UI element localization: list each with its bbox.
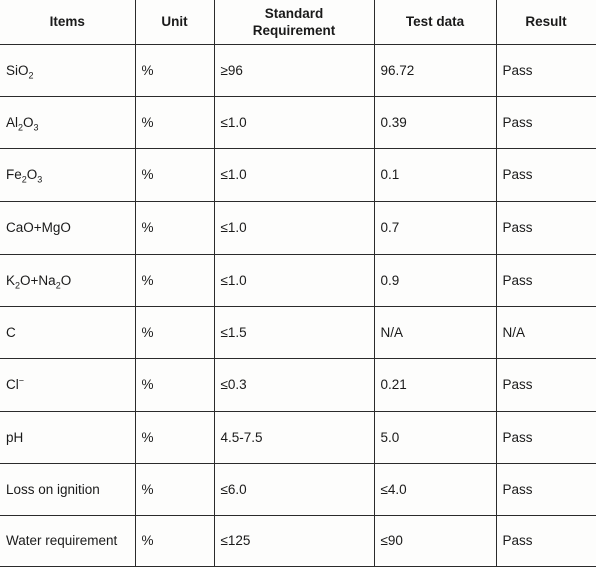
cell-test-data: 0.9 xyxy=(374,254,496,306)
table-row xyxy=(0,44,596,96)
cell-test-data: ≤90 xyxy=(374,515,496,566)
cell-test-data: 0.21 xyxy=(374,358,496,411)
cell-result: Pass xyxy=(496,254,596,306)
cell-unit: % xyxy=(135,358,214,411)
cell-test-data: ≤4.0 xyxy=(374,463,496,515)
cell-standard: ≤1.0 xyxy=(214,254,374,306)
cell-item xyxy=(0,515,135,566)
table-row xyxy=(0,201,596,254)
cell-item xyxy=(0,96,135,148)
header-items: Items xyxy=(0,0,135,44)
cell-test-data: 5.0 xyxy=(374,411,496,463)
cell-item xyxy=(0,411,135,463)
cell-unit: % xyxy=(135,515,214,566)
cell-standard: ≤1.0 xyxy=(214,148,374,201)
cell-result: Pass xyxy=(496,358,596,411)
item-text-part: O xyxy=(23,114,34,130)
item-text-part: K xyxy=(6,272,16,288)
cell-result: Pass xyxy=(496,148,596,201)
cell-unit: % xyxy=(135,463,214,515)
table-row xyxy=(0,411,596,463)
cell-unit: % xyxy=(135,306,214,358)
table-row xyxy=(0,96,596,148)
item-text-part: 3 xyxy=(37,174,43,185)
header-standard-requirement xyxy=(214,0,374,44)
item-text-part: Fe xyxy=(6,167,22,182)
item-text-part: SiO xyxy=(6,62,29,78)
cell-test-data: 96.72 xyxy=(374,44,496,96)
item-text-part: O+Na xyxy=(20,272,56,288)
cell-unit: % xyxy=(135,148,214,201)
cell-unit: % xyxy=(135,201,214,254)
cell-result: Pass xyxy=(496,463,596,515)
cell-result: Pass xyxy=(496,201,596,254)
cell-test-data: 0.7 xyxy=(374,201,496,254)
cell-result: Pass xyxy=(496,96,596,148)
item-text-part: 2 xyxy=(28,70,34,81)
table-row xyxy=(0,515,596,566)
item-text-part: Al xyxy=(6,114,19,130)
cell-test-data: N/A xyxy=(374,306,496,358)
cell-result: Pass xyxy=(496,515,596,566)
cell-item xyxy=(0,358,135,411)
cell-unit: % xyxy=(135,411,214,463)
cell-standard: ≤6.0 xyxy=(214,463,374,515)
header-standard-line2: Requirement xyxy=(252,22,336,38)
cell-item xyxy=(0,306,135,358)
item-text-part: Loss on ignition xyxy=(6,481,100,497)
cell-standard: ≤1.0 xyxy=(214,201,374,254)
item-text-part: 2 xyxy=(18,122,24,133)
cell-item xyxy=(0,44,135,96)
cell-test-data: 0.1 xyxy=(374,148,496,201)
cell-test-data: 0.39 xyxy=(374,96,496,148)
item-text-part: − xyxy=(18,375,25,386)
item-text-part: 2 xyxy=(15,280,21,291)
item-text-part: CaO+MgO xyxy=(6,220,71,235)
item-text-part: 2 xyxy=(21,174,27,185)
item-text-part: O xyxy=(26,167,38,182)
cell-item xyxy=(0,201,135,254)
cell-standard: ≤1.0 xyxy=(214,96,374,148)
cell-item xyxy=(0,463,135,515)
cell-standard: ≥96 xyxy=(214,44,374,96)
cell-result: Pass xyxy=(496,411,596,463)
cell-unit: % xyxy=(135,254,214,306)
header-row xyxy=(0,0,596,44)
header-unit: Unit xyxy=(135,0,214,44)
cell-standard: ≤0.3 xyxy=(214,358,374,411)
item-text-part: Cl xyxy=(6,377,19,392)
cell-standard: ≤125 xyxy=(214,515,374,566)
cell-result: Pass xyxy=(496,44,596,96)
table-body xyxy=(0,44,596,566)
cell-standard: ≤1.5 xyxy=(214,306,374,358)
cell-unit: % xyxy=(135,96,214,148)
table-row xyxy=(0,306,596,358)
header-result: Result xyxy=(496,0,596,44)
cell-result: N/A xyxy=(496,306,596,358)
cell-item xyxy=(0,254,135,306)
item-text-part: pH xyxy=(6,429,24,445)
cell-item xyxy=(0,148,135,201)
table-row xyxy=(0,254,596,306)
item-text-part: 3 xyxy=(33,122,39,133)
header-test-data: Test data xyxy=(374,0,496,44)
item-text-part: 2 xyxy=(55,280,61,291)
header-standard-line1: Standard xyxy=(264,5,324,21)
cell-standard: 4.5-7.5 xyxy=(214,411,374,463)
item-text-part: C xyxy=(6,324,16,340)
table-row xyxy=(0,148,596,201)
table-row xyxy=(0,358,596,411)
table-row xyxy=(0,463,596,515)
item-text-part: Water requirement xyxy=(6,533,118,548)
item-text-part: O xyxy=(60,272,72,288)
cell-unit: % xyxy=(135,44,214,96)
